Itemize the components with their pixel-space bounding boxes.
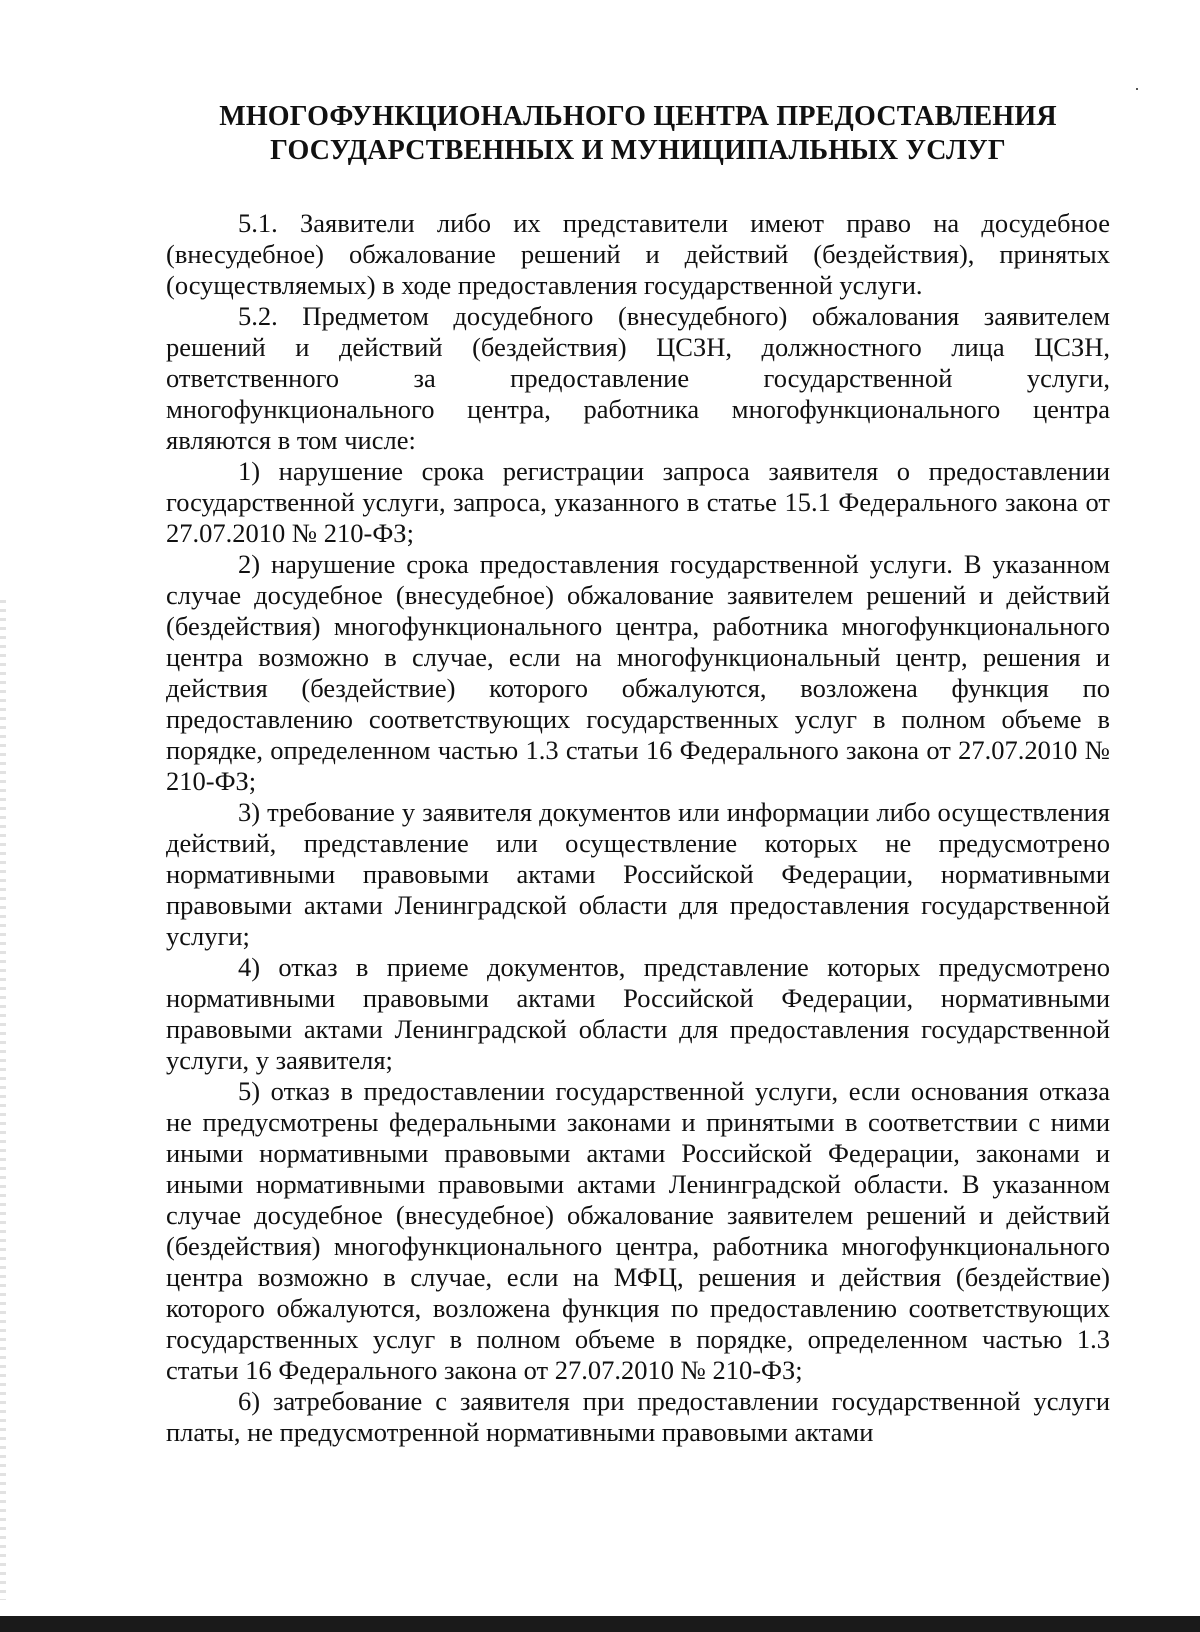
list-item-4: 4) отказ в приеме документов, представление которых предусмотрено нормативными правовыми актами Российской Федерации, нормативными правовыми актами Ленинградской области для предоставления государственной услуги, у заявителя;: [166, 952, 1110, 1075]
paragraph-5-2: 5.2. Предметом досудебного (внесудебного) обжалования заявителем решений и действий (бездействия) ЦСЗН, должностного лица ЦСЗН, ответственного за предоставление государственной услуги, многофункционального центра, работника многофункционального центра являются в том числе:: [166, 301, 1110, 455]
list-item-6: 6) затребование с заявителя при предоставлении государственной услуги платы, не предусмотренной нормативными правовыми актами: [166, 1386, 1110, 1447]
document-page: [166, 100, 1110, 1448]
scan-bottom-edge: [0, 1616, 1200, 1632]
paragraph-5-1: 5.1. Заявители либо их представители имеют право на досудебное (внесудебное) обжалование решений и действий (бездействия), принятых (осуществляемых) в ходе предоставления государственной услуги.: [166, 208, 1110, 300]
list-item-2: 2) нарушение срока предоставления государственной услуги. В указанном случае досудебное (внесудебное) обжалование заявителем решений и действий (бездействия) многофункционального центра, работника многофункционального центра возможно в случае, если на многофункциональный центр, решения и действия (бездействие) которого обжалуются, возложена функция по предоставлению соответствующих государственных услуг в полном объеме в порядке, определенном частью 1.3 статьи 16 Федерального закона от 27.07.2010 № 210-ФЗ;: [166, 549, 1110, 796]
list-item-1: 1) нарушение срока регистрации запроса заявителя о предоставлении государственной услуги, запроса, указанного в статье 15.1 Федерального закона от 27.07.2010 № 210-ФЗ;: [166, 456, 1110, 548]
scan-artifact-dot: [1136, 88, 1138, 90]
section-title-line-1: МНОГОФУНКЦИОНАЛЬНОГО ЦЕНТРА ПРЕДОСТАВЛЕНИЯ: [219, 101, 1057, 132]
section-title-line-2: ГОСУДАРСТВЕННЫХ И МУНИЦИПАЛЬНЫХ УСЛУГ: [270, 135, 1006, 166]
list-item-5: 5) отказ в предоставлении государственной услуги, если основания отказа не предусмотрены федеральными законами и принятыми в соответствии с ними иными нормативными правовыми актами Российской Федерации, законами и иными нормативными правовыми актами Ленинградской области. В указанном случае досудебное (внесудебное) обжалование заявителем решений и действий (бездействия) многофункционального центра, работника многофункционального центра возможно в случае, если на МФЦ, решения и действия (бездействие) которого обжалуются, возложена функция по предоставлению соответствующих государственных услуг в полном объеме в порядке, определенном частью 1.3 статьи 16 Федерального закона от 27.07.2010 № 210-ФЗ;: [166, 1076, 1110, 1385]
list-item-3: 3) требование у заявителя документов или информации либо осуществления действий, представление или осуществление которых не предусмотрено нормативными правовыми актами Российской Федерации, нормативными правовыми актами Ленинградской области для предоставления государственной услуги;: [166, 797, 1110, 951]
section-title: [166, 100, 1110, 168]
scan-left-edge: [0, 600, 6, 1600]
